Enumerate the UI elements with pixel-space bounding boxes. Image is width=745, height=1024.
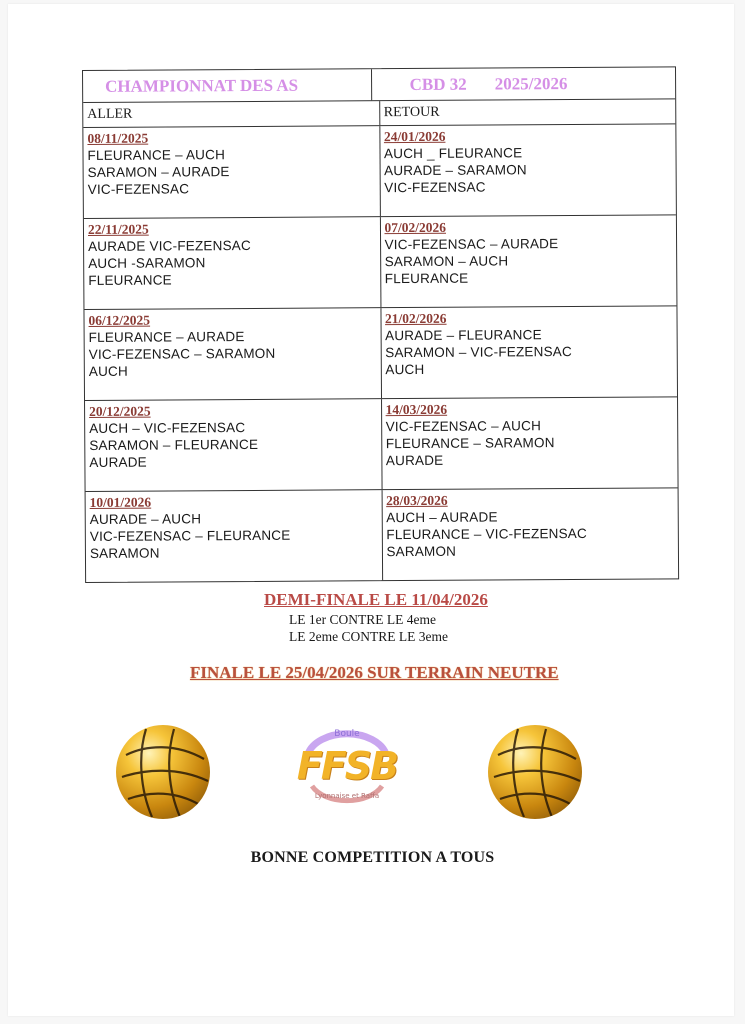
match-date: 22/11/2025: [87, 221, 149, 237]
bye-team: FLEURANCE: [384, 270, 469, 287]
logo-subtitle: Lyonnaise et Raffa: [314, 792, 380, 800]
match-line: SARAMON – FLEURANCE: [89, 436, 259, 453]
match-date: 14/03/2026: [385, 401, 448, 418]
bye-team: VIC-FEZENSAC: [87, 181, 190, 197]
round-row: [83, 124, 676, 219]
season-text: 2025/2026: [494, 74, 568, 94]
title-row: [83, 67, 675, 103]
semi-final-match-2: LE 2eme CONTRE LE 3eme: [289, 629, 448, 644]
round-row: [84, 215, 677, 310]
match-date: 10/01/2026: [89, 494, 152, 510]
final-title: FINALE LE 25/04/2026 SUR TERRAIN NEUTRE: [190, 663, 559, 682]
match-line: FLEURANCE – SARAMON: [385, 435, 555, 452]
match-line: AUCH – AURADE: [386, 509, 498, 526]
match-line: AUCH – VIC-FEZENSAC: [89, 420, 246, 436]
logo-text: FFSB: [296, 744, 398, 788]
semi-final-match-1: LE 1er CONTRE LE 4eme: [289, 612, 436, 627]
match-line: AURADE – AUCH: [89, 511, 202, 527]
season-title: [371, 67, 676, 100]
ffsb-logo: [290, 726, 404, 812]
schedule-table: [82, 66, 679, 583]
round-row: [86, 488, 679, 582]
match-line: VIC-FEZENSAC – FLEURANCE: [89, 527, 291, 544]
retour-cell: [381, 397, 678, 489]
boule-icon: [488, 725, 582, 819]
bye-team: SARAMON: [386, 543, 457, 560]
match-line: FLEURANCE – AUCH: [87, 147, 226, 163]
closing-message: BONNE COMPETITION A TOUS: [250, 849, 495, 866]
aller-cell: [85, 399, 381, 491]
retour-cell: [380, 306, 677, 398]
match-line: FLEURANCE – VIC-FEZENSAC: [386, 525, 587, 543]
bye-team: AUCH: [88, 363, 128, 379]
aller-cell: [86, 490, 382, 582]
match-line: AURADE – FLEURANCE: [385, 327, 542, 344]
match-line: VIC-FEZENSAC – AUCH: [385, 418, 542, 435]
bye-team: VIC-FEZENSAC: [384, 179, 486, 196]
match-line: SARAMON – VIC-FEZENSAC: [385, 344, 572, 361]
bye-team: SARAMON: [89, 545, 160, 561]
aller-cell: [84, 308, 380, 400]
match-line: SARAMON – AUCH: [384, 253, 509, 270]
match-line: AURADE VIC-FEZENSAC: [88, 237, 251, 254]
logo-top-word: Boule: [334, 729, 360, 739]
boule-icon: [116, 725, 210, 819]
match-date: 06/12/2025: [88, 312, 151, 328]
aller-cell: [83, 126, 379, 218]
match-date: 21/02/2026: [384, 310, 447, 327]
bye-team: AURADE: [385, 452, 444, 469]
match-line: AUCH -SARAMON: [88, 255, 206, 271]
round-row: [84, 306, 677, 401]
retour-cell: [379, 215, 676, 307]
match-date: 07/02/2026: [384, 219, 447, 236]
column-retour: RETOUR: [379, 99, 676, 125]
bye-team: FLEURANCE: [88, 272, 172, 288]
semi-final-title: DEMI-FINALE LE 11/04/2026: [264, 590, 488, 609]
retour-cell: [381, 488, 678, 580]
title-text: CHAMPIONNAT DES AS: [105, 75, 299, 96]
match-line: AUCH _ FLEURANCE: [383, 145, 523, 162]
aller-cell: [84, 217, 380, 309]
match-date: 24/01/2026: [383, 128, 446, 145]
committee-text: CBD 32: [409, 74, 467, 94]
header-row: [83, 99, 675, 128]
retour-cell: [379, 124, 676, 216]
match-date: 28/03/2026: [386, 492, 448, 509]
column-aller: ALLER: [87, 106, 133, 122]
round-row: [85, 397, 678, 492]
match-line: FLEURANCE – AURADE: [88, 329, 245, 345]
match-date: 08/11/2025: [87, 130, 149, 146]
match-line: VIC-FEZENSAC – SARAMON: [88, 345, 276, 362]
bye-team: AURADE: [89, 454, 147, 470]
bye-team: AUCH: [385, 361, 425, 378]
match-line: VIC-FEZENSAC – AURADE: [384, 236, 559, 253]
match-line: SARAMON – AURADE: [87, 164, 230, 180]
championship-title: [83, 69, 371, 102]
match-date: 20/12/2025: [89, 403, 151, 419]
match-line: AURADE – SARAMON: [384, 162, 527, 179]
